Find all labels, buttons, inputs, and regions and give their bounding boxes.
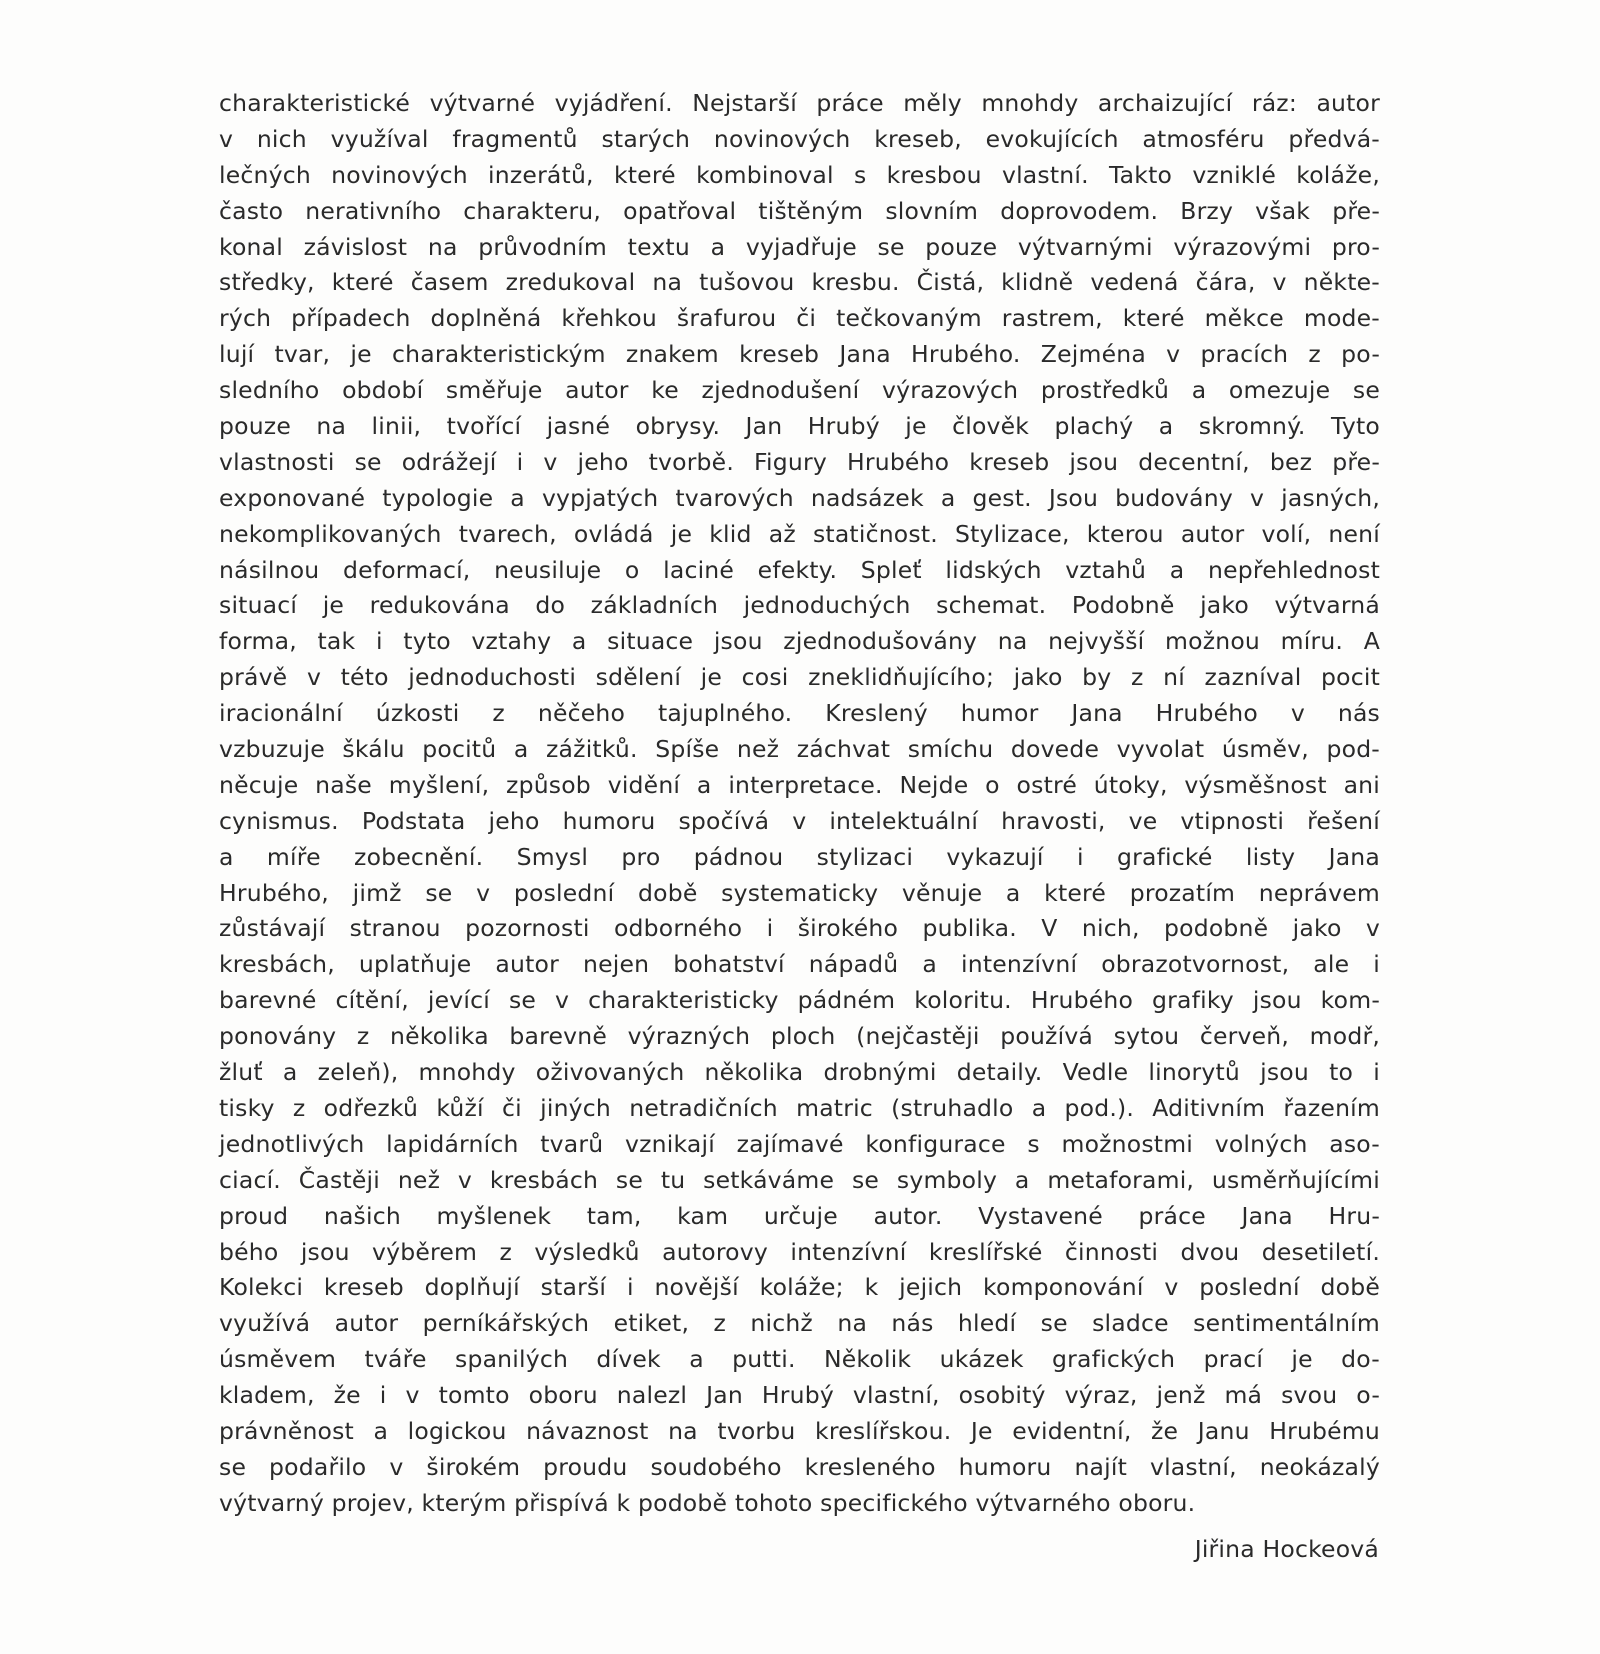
text-line: pouze na linii, tvořící jasné obrysy. Jan Hrubý je člověk plachý a skromný. Tyto (219, 412, 1380, 441)
text-line: se podařilo v širokém proudu soudobého kresleného humoru najít vlastní, neokázalý (219, 1452, 1380, 1481)
text-line: barevné cítění, jevící se v charakteristicky pádném koloritu. Hrubého grafiky jsou kom- (219, 986, 1380, 1015)
text-line: ponovány z několika barevně výrazných ploch (nejčastěji používá sytou červeň, modř, (219, 1022, 1380, 1051)
text-line: využívá autor perníkářských etiket, z nichž na nás hledí se sladce sentimentálním (219, 1309, 1380, 1338)
text-line: často nerativního charakteru, opatřoval tištěným slovním doprovodem. Brzy však pře- (219, 196, 1380, 225)
text-line: právě v této jednoduchosti sdělení je cosi zneklidňujícího; jako by z ní zazníval pocit (219, 663, 1380, 692)
text-line: Hrubého, jimž se v poslední době systematicky věnuje a které prozatím neprávem (219, 878, 1380, 907)
text-line: ciací. Častěji než v kresbách se tu setkáváme se symboly a metaforami, usměrňujícími (219, 1165, 1380, 1194)
text-line: něcuje naše myšlení, způsob vidění a interpretace. Nejde o ostré útoky, výsměšnost ani (219, 770, 1380, 799)
text-line: forma, tak i tyto vztahy a situace jsou zjednodušovány na nejvyšší možnou míru. A (219, 627, 1380, 656)
text-line: lují tvar, je charakteristickým znakem kreseb Jana Hrubého. Zejména v pracích z po- (219, 340, 1380, 369)
text-line: vlastnosti se odrážejí i v jeho tvorbě. Figury Hrubého kreseb jsou decentní, bez pře- (219, 447, 1380, 476)
text-line: středky, které časem zredukoval na tušovou kresbu. Čistá, klidně vedená čára, v někte- (219, 268, 1380, 297)
text-line: a míře zobecnění. Smysl pro pádnou stylizaci vykazují i grafické listy Jana (219, 842, 1380, 871)
text-line: Kolekci kreseb doplňují starší i novější koláže; k jejich komponování v poslední době (219, 1273, 1380, 1302)
text-line: situací je redukována do základních jednoduchých schemat. Podobně jako výtvarná (219, 591, 1380, 620)
text-line: úsměvem tváře spanilých dívek a putti. Několik ukázek grafických prací je do- (219, 1345, 1380, 1374)
text-line: nekomplikovaných tvarech, ovládá je klid až statičnost. Stylizace, kterou autor volí, není (219, 519, 1380, 548)
text-line: konal závislost na průvodním textu a vyjadřuje se pouze výtvarnými výrazovými pro- (219, 232, 1380, 261)
article-body (219, 86, 1380, 1522)
text-line: lečných novinových inzerátů, které kombinoval s kresbou vlastní. Takto vzniklé koláže, (219, 160, 1380, 189)
text-line: zůstávají stranou pozornosti odborného i širokého publika. V nich, podobně jako v (219, 914, 1380, 943)
text-line: charakteristické výtvarné vyjádření. Nejstarší práce měly mnohdy archaizující ráz: autor (219, 89, 1380, 117)
text-line: rých případech doplněná křehkou šrafurou či tečkovaným rastrem, které měkce mode- (219, 304, 1380, 333)
text-line: kladem, že i v tomto oboru nalezl Jan Hrubý vlastní, osobitý výraz, jenž má svou o- (219, 1381, 1380, 1410)
text-line: jednotlivých lapidárních tvarů vznikají zajímavé konfigurace s možnostmi volných aso- (219, 1129, 1380, 1158)
text-line: cynismus. Podstata jeho humoru spočívá v intelektuální hravosti, ve vtipnosti řešení (219, 806, 1380, 835)
text-line: proud našich myšlenek tam, kam určuje autor. Vystavené práce Jana Hru- (219, 1201, 1380, 1230)
text-line: iracionální úzkosti z něčeho tajuplného. Kreslený humor Jana Hrubého v nás (219, 699, 1380, 728)
text-line: sledního období směřuje autor ke zjednodušení výrazových prostředků a omezuje se (219, 376, 1380, 405)
text-line: žluť a zeleň), mnohdy oživovaných několika drobnými detaily. Vedle linorytů jsou to i (219, 1058, 1380, 1087)
text-line: bého jsou výběrem z výsledků autorovy intenzívní kreslířské činnosti dvou desetiletí. (219, 1237, 1380, 1266)
author-signature: Jiřina Hockeová (1194, 1535, 1379, 1563)
text-line: právněnost a logickou návaznost na tvorbu kreslířskou. Je evidentní, že Janu Hrubému (219, 1416, 1380, 1445)
text-line: násilnou deformací, neusiluje o laciné efekty. Spleť lidských vztahů a nepřehlednost (219, 555, 1380, 584)
text-line: kresbách, uplatňuje autor nejen bohatství nápadů a intenzívní obrazotvornost, ale i (219, 950, 1380, 979)
text-line: v nich využíval fragmentů starých novinových kreseb, evokujících atmosféru předvá- (219, 124, 1380, 153)
text-line: vzbuzuje škálu pocitů a zážitků. Spíše než záchvat smíchu dovede vyvolat úsměv, pod- (219, 735, 1380, 764)
text-line: exponované typologie a vypjatých tvarových nadsázek a gest. Jsou budovány v jasných, (219, 483, 1380, 512)
text-line: tisky z odřezků kůží či jiných netradičních matric (struhadlo a pod.). Aditivním řazením (219, 1093, 1380, 1122)
text-line: výtvarný projev, kterým přispívá k podobě tohoto specifického výtvarného oboru. (219, 1488, 1196, 1517)
